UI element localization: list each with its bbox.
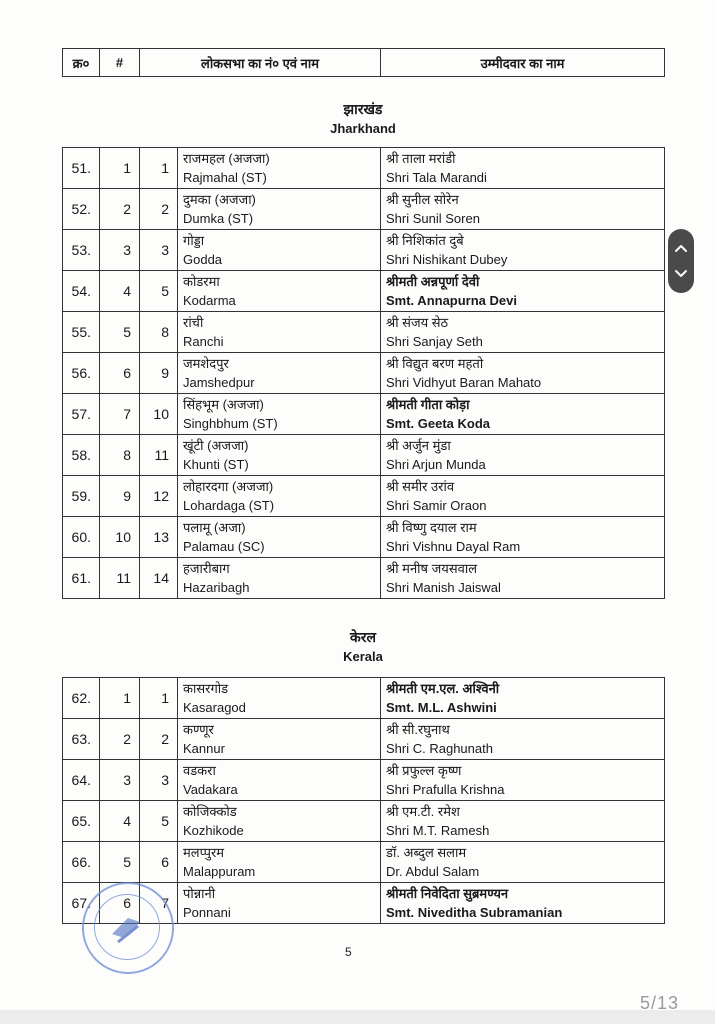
serial-number: 66.: [63, 842, 100, 883]
state-index: 6: [100, 353, 140, 394]
candidate-cell: [381, 842, 665, 883]
candidate-cell: [381, 517, 665, 558]
state-index: 3: [100, 230, 140, 271]
state-index: 1: [100, 148, 140, 189]
table-row: [63, 801, 665, 842]
candidate-name-hindi: श्री विष्णु दयाल राम: [386, 520, 477, 535]
constituency-name-hindi: मलप्पुरम: [183, 845, 225, 860]
constituency-name-english: Vadakara: [183, 782, 238, 797]
candidate-name-hindi: श्री समीर उरांव: [386, 479, 455, 494]
candidate-cell: [381, 801, 665, 842]
candidate-name-hindi: श्री विद्युत बरण महतो: [386, 356, 484, 371]
state-heading: [62, 99, 664, 139]
constituency-name-english: Kodarma: [183, 293, 236, 308]
state-index: 3: [100, 760, 140, 801]
candidate-cell: [381, 435, 665, 476]
table-header: [62, 48, 665, 77]
candidate-name-english: Shri Vishnu Dayal Ram: [386, 539, 521, 554]
candidate-table: [62, 147, 665, 599]
constituency-number: 10: [140, 394, 178, 435]
constituency-name-hindi: रांची: [183, 315, 204, 330]
candidate-name-hindi: श्रीमती गीता कोड़ा: [386, 397, 470, 412]
table-row: [63, 312, 665, 353]
state-index: 4: [100, 801, 140, 842]
candidate-name-hindi: श्री मनीष जयसवाल: [386, 561, 478, 576]
serial-number: 67.: [63, 883, 100, 924]
candidate-name-hindi: श्री निशिकांत दुबे: [386, 233, 464, 248]
candidate-name-hindi: श्रीमती एम.एल. अश्विनी: [386, 681, 500, 696]
candidate-name-english: Smt. Niveditha Subramanian: [386, 905, 563, 920]
constituency-number: 1: [140, 148, 178, 189]
state-index: 6: [100, 883, 140, 924]
candidate-name-english: Shri Samir Oraon: [386, 498, 487, 513]
constituency-cell: [178, 271, 381, 312]
serial-number: 57.: [63, 394, 100, 435]
candidate-name-english: Shri Sunil Soren: [386, 211, 480, 226]
candidate-name-english: Shri Nishikant Dubey: [386, 252, 508, 267]
constituency-name-english: Kozhikode: [183, 823, 244, 838]
table-row: [63, 271, 665, 312]
table-row: [63, 394, 665, 435]
constituency-name-english: Hazaribagh: [183, 580, 250, 595]
constituency-name-english: Singhbhum (ST): [183, 416, 278, 431]
constituency-name-english: Godda: [183, 252, 223, 267]
state-index: 2: [100, 719, 140, 760]
table-row: [63, 842, 665, 883]
candidate-cell: [381, 760, 665, 801]
constituency-cell: [178, 801, 381, 842]
state-index: 7: [100, 394, 140, 435]
header-candidate: उम्मीदवार का नाम: [381, 49, 665, 77]
serial-number: 64.: [63, 760, 100, 801]
constituency-name-hindi: लोहारदगा (अजजा): [183, 479, 274, 494]
serial-number: 53.: [63, 230, 100, 271]
header-constituency: लोकसभा का नं० एवं नाम: [140, 49, 381, 77]
candidate-name-english: Dr. Abdul Salam: [386, 864, 480, 879]
state-name-hindi: केरल: [350, 629, 376, 645]
candidate-name-english: Shri C. Raghunath: [386, 741, 493, 756]
constituency-cell: [178, 394, 381, 435]
constituency-name-english: Khunti (ST): [183, 457, 249, 472]
constituency-name-hindi: कासरगोड: [183, 681, 229, 696]
candidate-name-english: Shri Sanjay Seth: [386, 334, 483, 349]
candidate-cell: [381, 312, 665, 353]
constituency-cell: [178, 435, 381, 476]
serial-number: 61.: [63, 558, 100, 599]
constituency-number: 12: [140, 476, 178, 517]
candidate-name-hindi: श्री सी.रघुनाथ: [386, 722, 450, 737]
constituency-name-hindi: खूंटी (अजजा): [183, 438, 249, 453]
serial-number: 58.: [63, 435, 100, 476]
constituency-cell: [178, 883, 381, 924]
candidate-cell: [381, 394, 665, 435]
page-nav-control: [668, 229, 694, 293]
state-index: 8: [100, 435, 140, 476]
table-row: [63, 148, 665, 189]
state-index: 2: [100, 189, 140, 230]
candidate-name-hindi: श्री एम.टी. रमेश: [386, 804, 460, 819]
candidate-cell: [381, 883, 665, 924]
constituency-name-english: Ranchi: [183, 334, 224, 349]
page-number: 5: [345, 945, 352, 959]
candidate-name-english: Shri Tala Marandi: [386, 170, 487, 185]
chevron-up-icon[interactable]: [672, 240, 690, 258]
constituency-cell: [178, 760, 381, 801]
constituency-number: 5: [140, 801, 178, 842]
constituency-name-hindi: कण्णूर: [183, 722, 214, 737]
constituency-number: 6: [140, 842, 178, 883]
constituency-number: 2: [140, 719, 178, 760]
constituency-name-hindi: राजमहल (अजजा): [183, 151, 270, 166]
constituency-name-hindi: हजारीबाग: [183, 561, 230, 576]
state-index: 1: [100, 678, 140, 719]
candidate-name-hindi: श्री सुनील सोरेन: [386, 192, 459, 207]
candidate-cell: [381, 148, 665, 189]
table-row: [63, 230, 665, 271]
constituency-cell: [178, 517, 381, 558]
serial-number: 52.: [63, 189, 100, 230]
candidate-cell: [381, 353, 665, 394]
table-row: [63, 435, 665, 476]
candidate-cell: [381, 189, 665, 230]
constituency-name-english: Lohardaga (ST): [183, 498, 275, 513]
candidate-cell: [381, 230, 665, 271]
table-row: [63, 476, 665, 517]
table-row: [63, 517, 665, 558]
constituency-name-english: Kannur: [183, 741, 225, 756]
candidate-name-hindi: श्री ताला मरांडी: [386, 151, 456, 166]
constituency-name-hindi: दुमका (अजजा): [183, 192, 256, 207]
candidate-name-english: Smt. M.L. Ashwini: [386, 700, 497, 715]
constituency-cell: [178, 312, 381, 353]
constituency-name-hindi: कोजिक्कोड: [183, 804, 237, 819]
state-index: 9: [100, 476, 140, 517]
party-seal-stamp: [82, 882, 174, 974]
constituency-name-hindi: कोडरमा: [183, 274, 220, 289]
constituency-name-hindi: गोड्डा: [183, 233, 205, 248]
serial-number: 59.: [63, 476, 100, 517]
constituency-number: 8: [140, 312, 178, 353]
candidate-name-hindi: श्रीमती अन्नपूर्णा देवी: [386, 274, 480, 289]
serial-number: 63.: [63, 719, 100, 760]
serial-number: 55.: [63, 312, 100, 353]
table-row: [63, 353, 665, 394]
candidate-cell: [381, 719, 665, 760]
candidate-name-english: Shri Vidhyut Baran Mahato: [386, 375, 542, 390]
constituency-cell: [178, 353, 381, 394]
candidate-name-english: Shri Manish Jaiswal: [386, 580, 501, 595]
constituency-number: 11: [140, 435, 178, 476]
constituency-name-english: Palamau (SC): [183, 539, 265, 554]
candidate-name-english: Shri Prafulla Krishna: [386, 782, 505, 797]
serial-number: 56.: [63, 353, 100, 394]
state-name-english: Kerala: [343, 649, 383, 664]
constituency-cell: [178, 842, 381, 883]
constituency-number: 1: [140, 678, 178, 719]
constituency-name-english: Ponnani: [183, 905, 231, 920]
candidate-name-english: Shri M.T. Ramesh: [386, 823, 490, 838]
state-index: 10: [100, 517, 140, 558]
constituency-number: 5: [140, 271, 178, 312]
candidate-name-hindi: श्री अर्जुन मुंडा: [386, 438, 451, 453]
header-serial: क्र०: [63, 49, 100, 77]
state-heading: [62, 627, 664, 667]
constituency-name-english: Rajmahal (ST): [183, 170, 267, 185]
constituency-name-hindi: पलामू (अजा): [183, 520, 246, 535]
constituency-number: 14: [140, 558, 178, 599]
constituency-cell: [178, 230, 381, 271]
candidate-list: [62, 48, 664, 924]
constituency-number: 2: [140, 189, 178, 230]
constituency-number: 3: [140, 230, 178, 271]
state-index: 4: [100, 271, 140, 312]
state-index: 11: [100, 558, 140, 599]
constituency-cell: [178, 148, 381, 189]
constituency-name-hindi: सिंहभूम (अजजा): [183, 397, 264, 412]
serial-number: 62.: [63, 678, 100, 719]
serial-number: 60.: [63, 517, 100, 558]
chevron-down-icon[interactable]: [672, 264, 690, 282]
constituency-number: 13: [140, 517, 178, 558]
serial-number: 51.: [63, 148, 100, 189]
table-row: [63, 189, 665, 230]
constituency-name-english: Dumka (ST): [183, 211, 254, 226]
constituency-cell: [178, 189, 381, 230]
serial-number: 54.: [63, 271, 100, 312]
candidate-cell: [381, 476, 665, 517]
constituency-name-english: Jamshedpur: [183, 375, 255, 390]
table-row: [63, 558, 665, 599]
constituency-name-hindi: जमशेदपुर: [183, 356, 229, 371]
candidate-name-english: Shri Arjun Munda: [386, 457, 486, 472]
constituency-name-english: Malappuram: [183, 864, 256, 879]
candidate-cell: [381, 558, 665, 599]
constituency-name-hindi: वडकरा: [183, 763, 216, 778]
constituency-cell: [178, 719, 381, 760]
serial-number: 65.: [63, 801, 100, 842]
state-name-hindi: झारखंड: [343, 101, 383, 117]
constituency-name-hindi: पोन्नानी: [183, 886, 216, 901]
candidate-name-hindi: श्रीमती निवेदिता सुब्रमण्यन: [386, 886, 509, 901]
constituency-cell: [178, 476, 381, 517]
page-indicator: 5/13: [640, 993, 680, 1013]
state-name-english: Jharkhand: [330, 121, 396, 136]
candidate-name-hindi: श्री संजय सेठ: [386, 315, 449, 330]
constituency-number: 3: [140, 760, 178, 801]
constituency-number: 9: [140, 353, 178, 394]
table-row: [63, 719, 665, 760]
table-row: [63, 678, 665, 719]
state-index: 5: [100, 312, 140, 353]
constituency-cell: [178, 558, 381, 599]
constituency-cell: [178, 678, 381, 719]
candidate-name-hindi: श्री प्रफुल्ल कृष्ण: [386, 763, 462, 778]
constituency-name-english: Kasaragod: [183, 700, 246, 715]
table-row: [63, 760, 665, 801]
state-index: 5: [100, 842, 140, 883]
candidate-cell: [381, 271, 665, 312]
candidate-name-english: Smt. Geeta Koda: [386, 416, 491, 431]
candidate-name-hindi: डॉ. अब्दुल सलाम: [386, 845, 467, 860]
candidate-cell: [381, 678, 665, 719]
header-hash: #: [100, 49, 140, 77]
constituency-number: 7: [140, 883, 178, 924]
candidate-name-english: Smt. Annapurna Devi: [386, 293, 517, 308]
